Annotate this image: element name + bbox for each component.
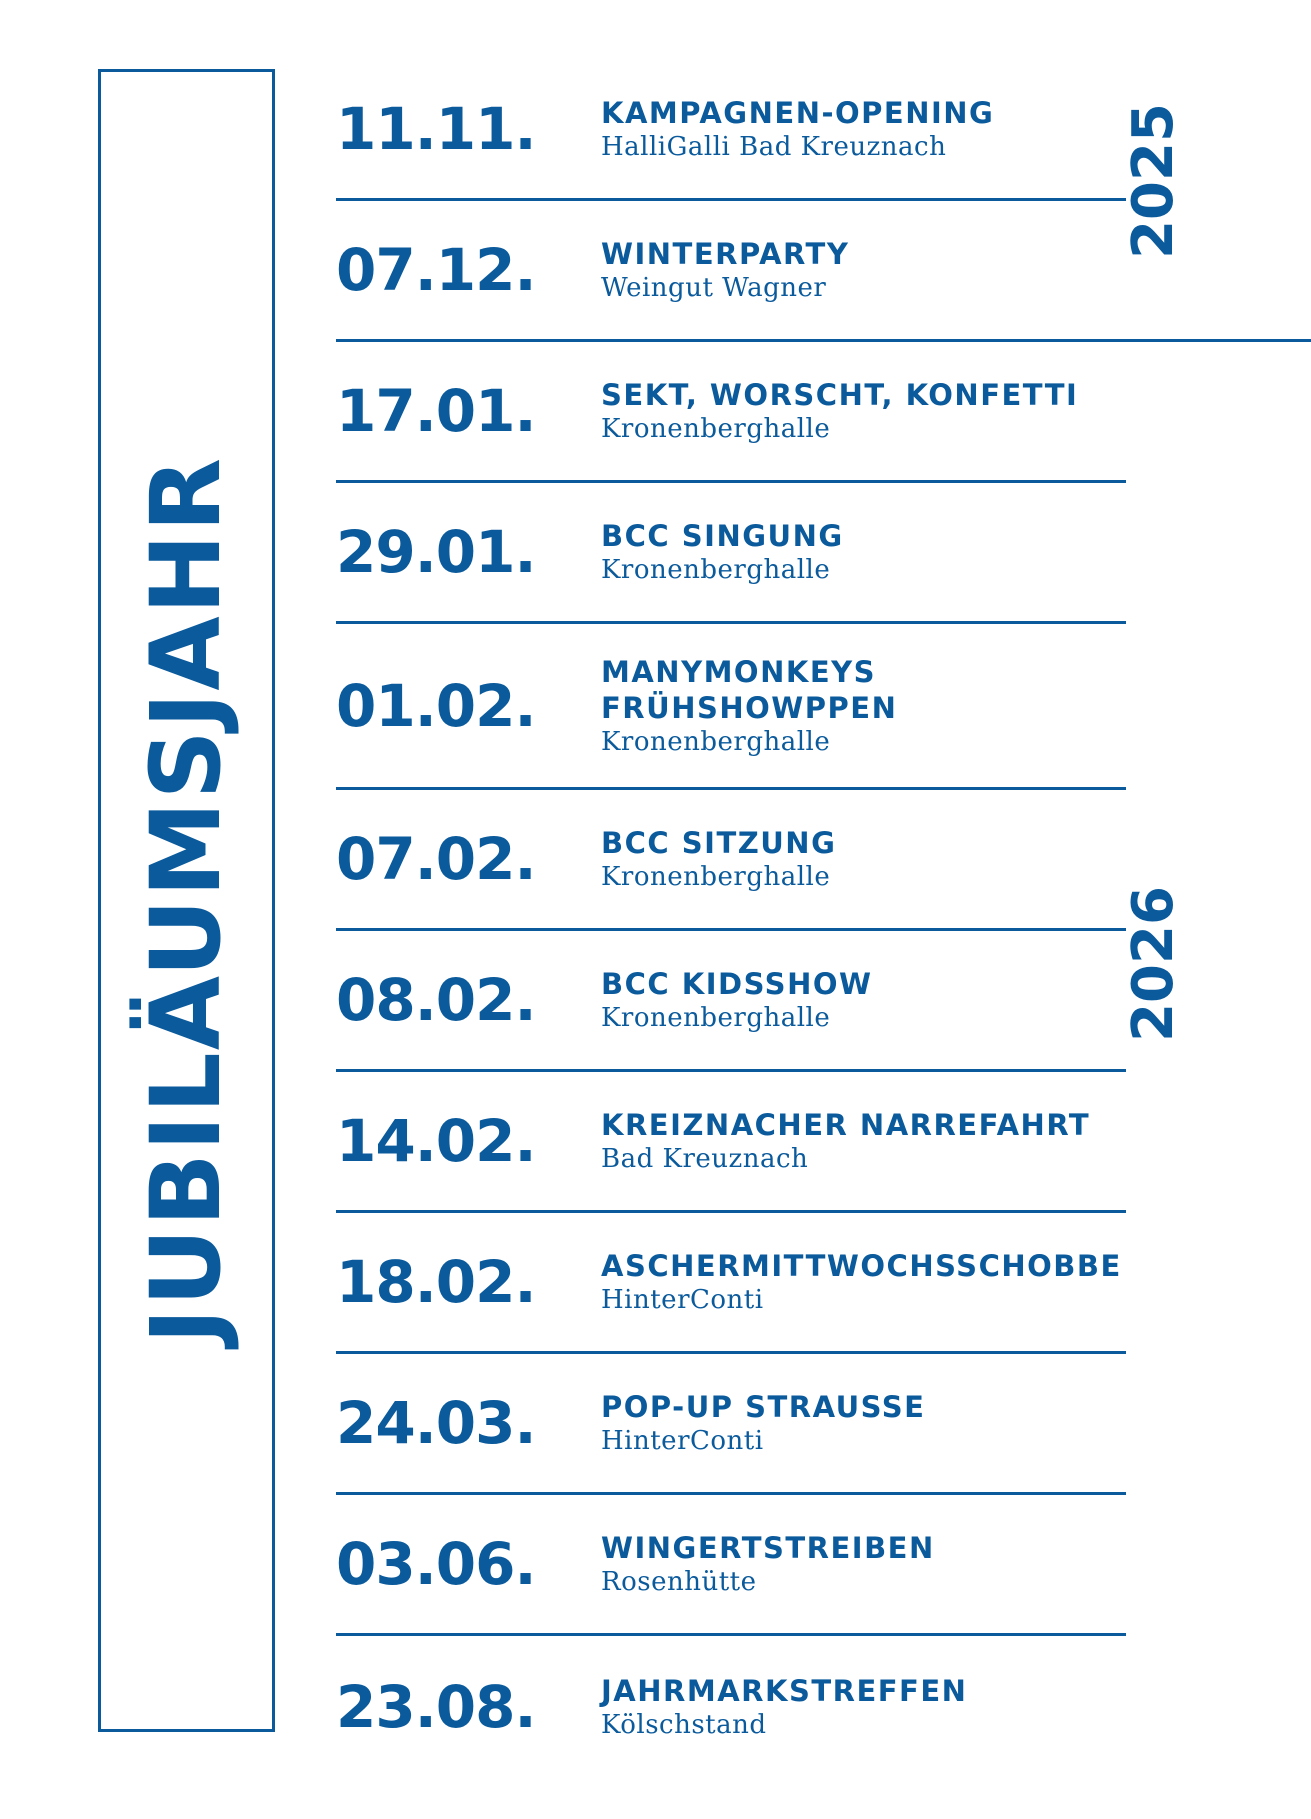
event-list bbox=[336, 60, 1126, 1777]
event-row bbox=[336, 483, 1126, 624]
event-info bbox=[601, 1107, 1090, 1175]
event-title: JAHRMARKSTREFFEN bbox=[601, 1673, 968, 1708]
event-date: 03.06. bbox=[336, 1530, 536, 1598]
event-title: SEKT, WORSCHT, KONFETTI bbox=[601, 378, 1079, 412]
event-info bbox=[601, 1530, 935, 1598]
event-venue: Kronenberghalle bbox=[601, 862, 831, 892]
sidebar-title: JUBILÄUMSJAHR bbox=[130, 456, 242, 1344]
event-date: 17.01. bbox=[336, 377, 536, 445]
event-title: BCC SITZUNG bbox=[601, 826, 837, 860]
event-date: 08.02. bbox=[336, 966, 536, 1034]
event-title: BCC SINGUNG bbox=[601, 519, 844, 553]
event-date: 23.08. bbox=[336, 1672, 536, 1741]
event-date: 01.02. bbox=[336, 671, 536, 740]
event-row bbox=[336, 201, 1126, 342]
event-venue: HinterConti bbox=[601, 1426, 764, 1456]
event-info bbox=[601, 654, 897, 758]
event-row bbox=[336, 790, 1126, 931]
event-info bbox=[601, 95, 994, 163]
event-date: 18.02. bbox=[336, 1248, 536, 1316]
event-row bbox=[336, 60, 1126, 201]
year-label-2026: 2026 bbox=[1121, 886, 1186, 1042]
event-row bbox=[336, 1213, 1126, 1354]
event-title: WINTERPARTY bbox=[601, 237, 850, 271]
event-venue: Kronenberghalle bbox=[601, 555, 831, 585]
event-date: 11.11. bbox=[336, 95, 536, 163]
event-venue: Kronenberghalle bbox=[601, 1003, 831, 1033]
event-row bbox=[336, 1072, 1126, 1213]
event-venue: Kölschstand bbox=[601, 1709, 767, 1740]
event-title: POP-UP STRAUSSE bbox=[601, 1390, 926, 1424]
year-label-2025: 2025 bbox=[1121, 103, 1186, 259]
event-date: 07.12. bbox=[336, 236, 536, 304]
event-row bbox=[336, 931, 1126, 1072]
event-row bbox=[336, 624, 1126, 790]
event-info bbox=[601, 518, 844, 586]
event-date: 29.01. bbox=[336, 518, 536, 586]
event-title: KAMPAGNEN-OPENING bbox=[601, 96, 995, 130]
event-row bbox=[336, 1354, 1126, 1495]
event-venue: Weingut Wagner bbox=[601, 273, 827, 303]
event-venue: HalliGalli Bad Kreuznach bbox=[601, 132, 947, 162]
event-venue: Bad Kreuznach bbox=[601, 1144, 809, 1174]
event-info bbox=[601, 1248, 1122, 1316]
event-title: WINGERTSTREIBEN bbox=[601, 1531, 935, 1565]
event-row bbox=[336, 342, 1126, 483]
event-title: ASCHERMITTWOCHSSCHOBBE bbox=[601, 1249, 1122, 1283]
event-date: 14.02. bbox=[336, 1107, 536, 1175]
event-venue: Rosenhütte bbox=[601, 1567, 757, 1597]
event-venue: Kronenberghalle bbox=[601, 414, 831, 444]
event-row bbox=[336, 1495, 1126, 1636]
event-venue: Kronenberghalle bbox=[601, 726, 831, 757]
event-title: BCC KIDSSHOW bbox=[601, 967, 873, 1001]
event-info bbox=[601, 236, 849, 304]
event-date: 07.02. bbox=[336, 825, 536, 893]
event-title: KREIZNACHER NARREFAHRT bbox=[601, 1108, 1091, 1142]
event-venue: HinterConti bbox=[601, 1285, 764, 1315]
event-info bbox=[601, 377, 1078, 445]
event-row bbox=[336, 1636, 1126, 1777]
event-title: MANYMONKEYS FRÜHSHOWPPEN bbox=[601, 654, 898, 725]
event-info bbox=[601, 825, 836, 893]
event-date: 24.03. bbox=[336, 1389, 536, 1457]
event-info bbox=[601, 1673, 967, 1741]
event-info bbox=[601, 966, 872, 1034]
event-info bbox=[601, 1389, 925, 1457]
